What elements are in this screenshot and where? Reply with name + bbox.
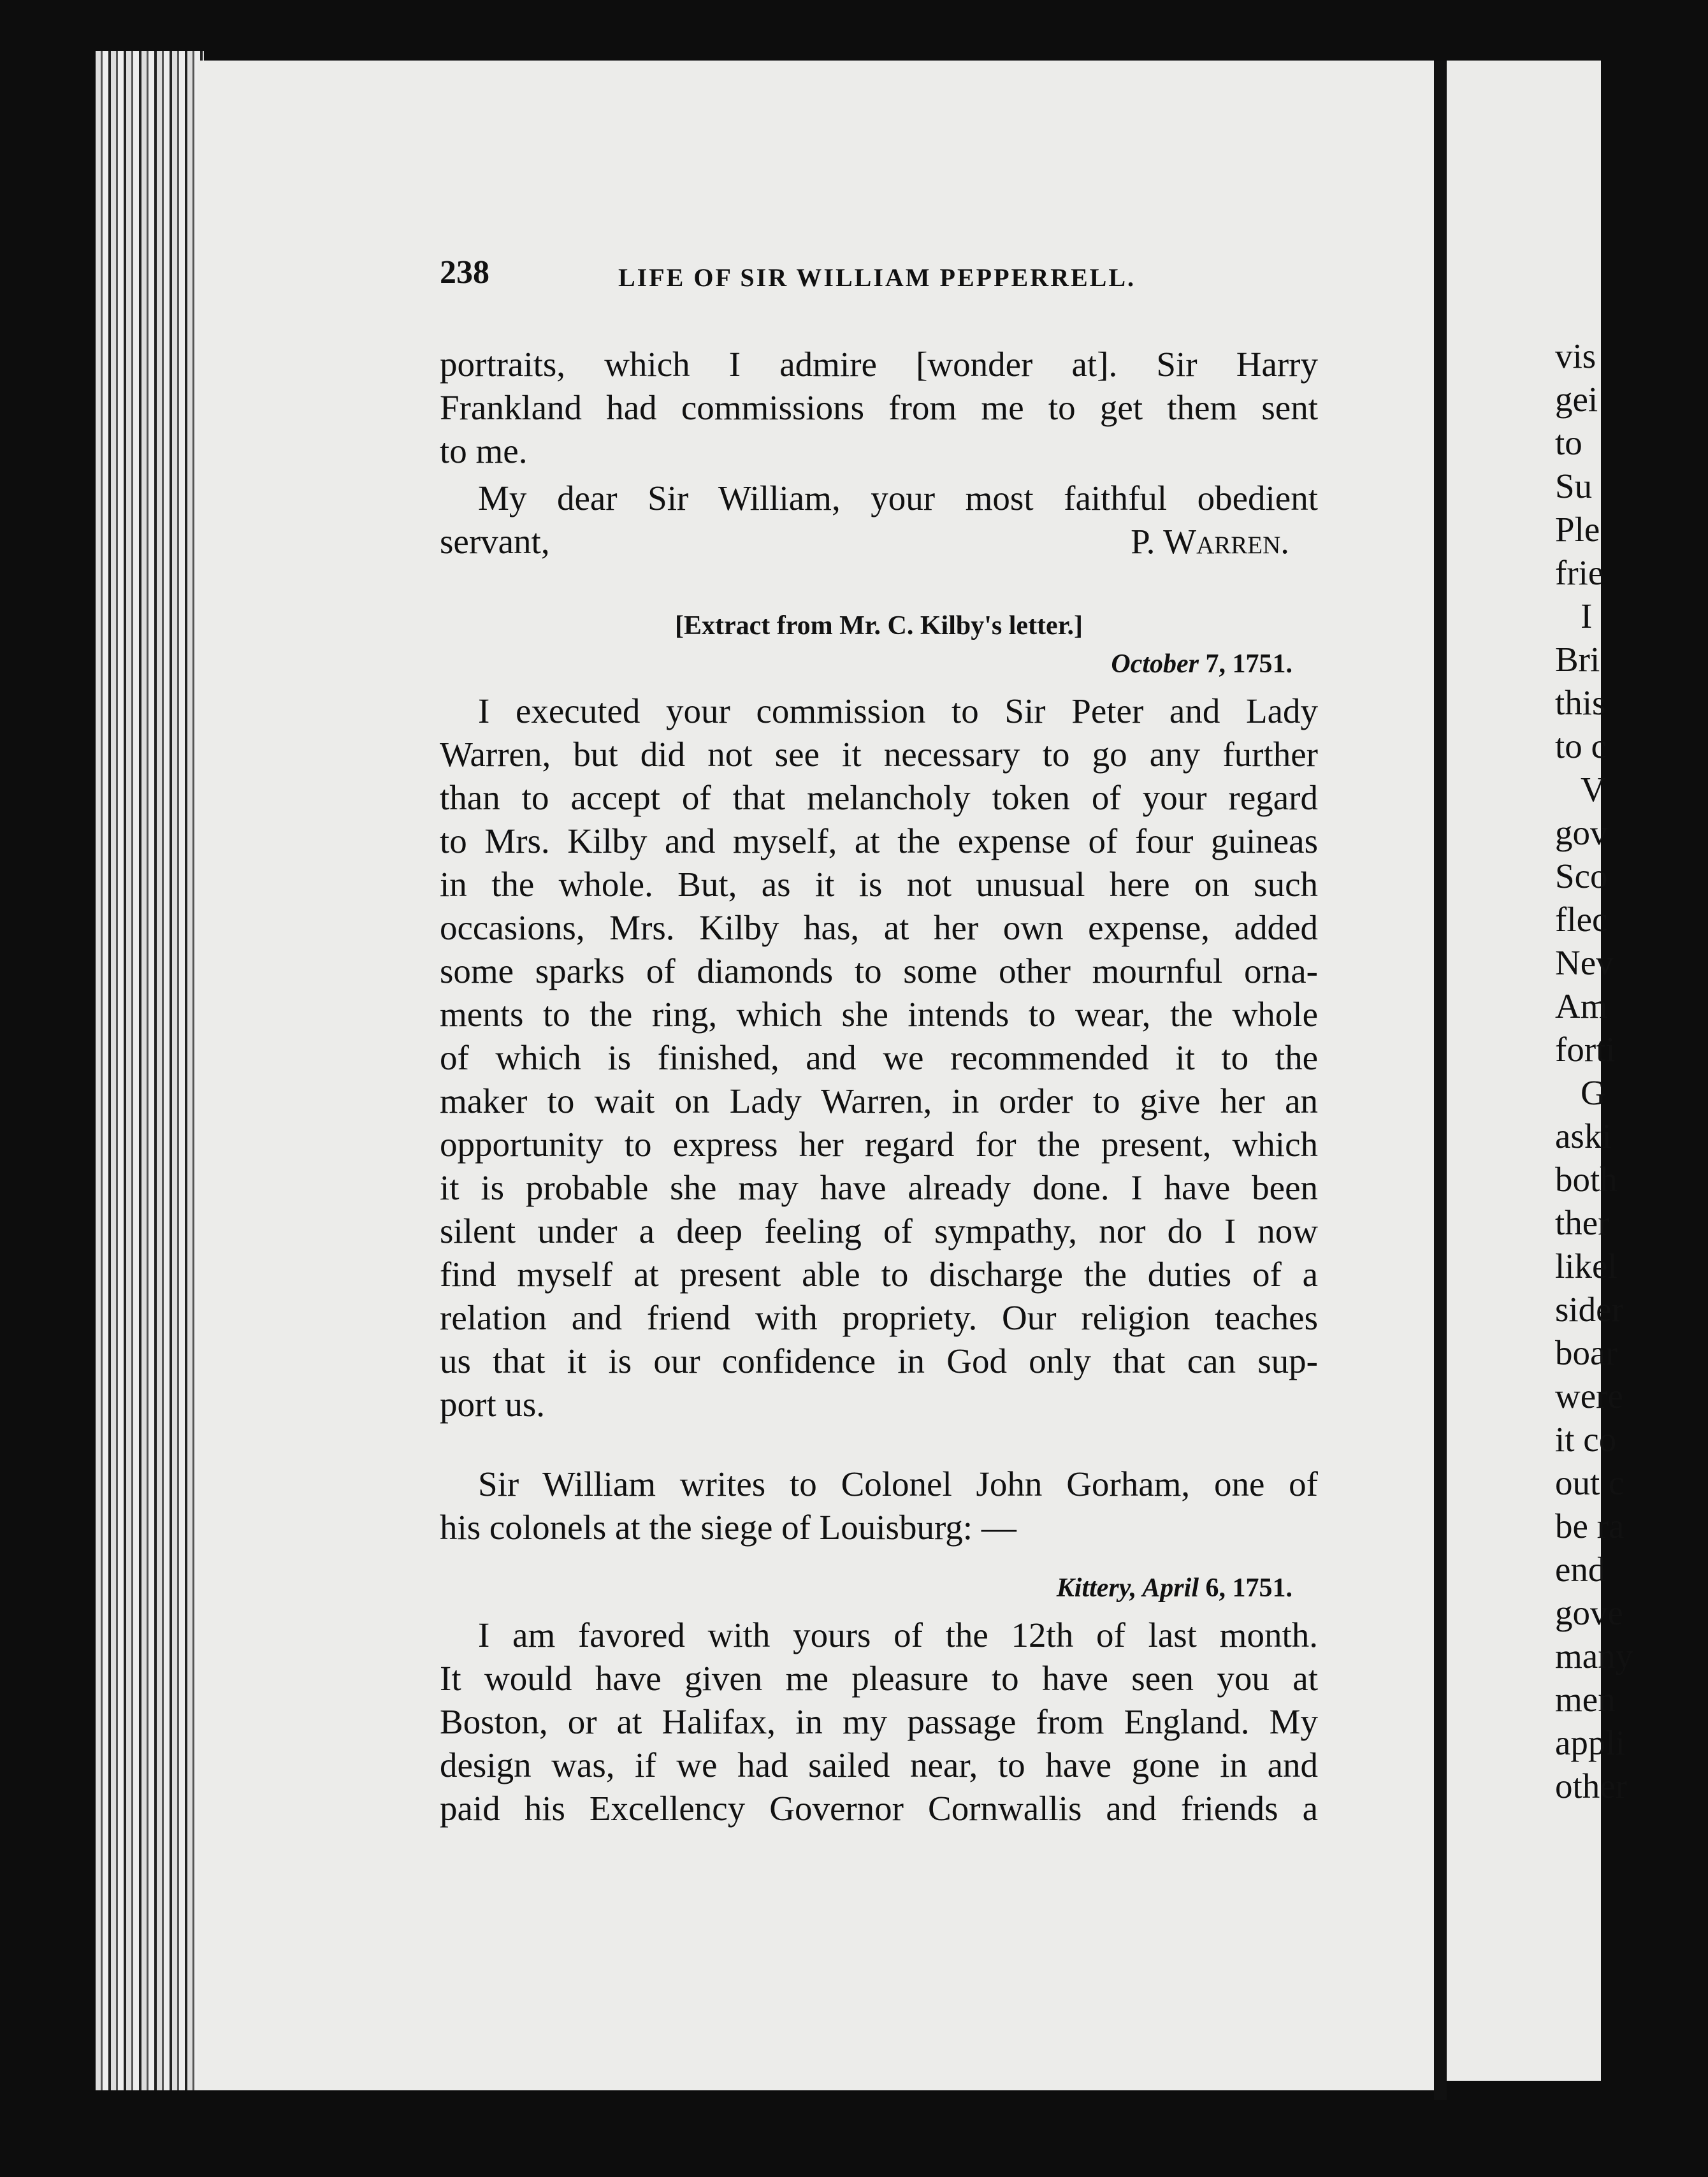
letter2-date-place: Kittery, April [1056,1573,1199,1603]
right-fragment: Ple [1555,510,1600,549]
text-line: I am favored with yours of the 12th of last month. [478,1616,1318,1654]
right-fragment: Nev [1555,943,1614,982]
text-line: ments to the ring, which she intends to wear, the whole [440,995,1318,1034]
right-fragment: both [1555,1160,1618,1199]
extract-date-rest: 7, 1751. [1199,649,1292,679]
text-line: relation and friend with propriety. Our religion teaches [440,1298,1318,1337]
letter2-date-rest: 6, 1751. [1199,1573,1292,1603]
right-fragment: gov [1555,813,1608,852]
running-title: LIFE OF SIR WILLIAM PEPPERRELL. [618,263,1136,292]
signature-line [440,520,1318,563]
text-line: silent under a deep feeling of sympathy, nor do I now [440,1211,1318,1250]
text-line: paid his Excellency Governor Cornwallis and friends a [440,1789,1318,1828]
right-fragment: ther [1555,1203,1610,1242]
text-line: of which is finished, and we recommended it to the [440,1038,1318,1077]
right-fragment: Sco [1555,857,1608,895]
right-page-text [1555,335,1708,1808]
right-fragment: many [1555,1637,1633,1675]
extract-heading: [Extract from Mr. C. Kilby's letter.] [675,611,1083,640]
letter2-body [440,1614,1318,1830]
book-page-edges [96,51,204,2090]
page-header [440,254,1319,292]
page-number: 238 [440,254,489,291]
right-fragment: Bri [1555,640,1600,679]
right-fragment: were [1555,1377,1623,1415]
right-fragment: other [1555,1767,1628,1805]
letter1-block [440,343,1318,563]
right-fragment: I [1581,597,1593,635]
right-fragment: appli [1555,1723,1625,1762]
right-fragment: it co [1555,1420,1617,1459]
text-line: find myself at present able to discharge the duties of a [440,1255,1318,1294]
text-line: occasions, Mrs. Kilby has, at her own expense, added [440,908,1318,947]
right-fragment: vis [1555,336,1596,375]
text-line: portraits, which I admire [wonder at]. Sir Harry [440,345,1318,384]
extract-heading-block [440,607,1318,683]
text-line: us that it is our confidence in God only that can sup- [440,1342,1318,1380]
text-line: in the whole. But, as it is not unusual here on such [440,865,1318,904]
text-line: maker to wait on Lady Warren, in order to give her an [440,1081,1318,1120]
right-fragment: forti [1555,1030,1616,1069]
book-spine [1434,61,1447,2100]
text-line: it is probable she may have already done. I have been [440,1168,1318,1207]
closing-line: My dear Sir William, your most faithful obedient [478,479,1318,517]
right-fragment: boar [1555,1333,1618,1372]
text-line: It would have given me pleasure to have seen you at [440,1659,1318,1698]
text-line: some sparks of diamonds to some other mournful orna- [440,951,1318,990]
right-fragment: to c [1555,727,1607,765]
right-fragment: aski [1555,1117,1612,1155]
right-fragment: flec [1555,900,1608,939]
right-fragment: out c [1555,1463,1625,1502]
letter2-date [440,1569,1292,1607]
closing-servant: servant, [440,522,550,561]
right-fragment: gei [1555,380,1598,419]
extract-date [440,645,1292,683]
text-line: than to accept of that melancholy token of your regard [440,778,1318,817]
right-fragment: Am [1555,987,1608,1025]
right-fragment: frie [1555,553,1604,592]
extract-body [440,690,1318,1426]
right-fragment: this [1555,683,1606,722]
letter2-block [440,1569,1318,1830]
right-fragment: V [1581,770,1606,809]
text-line: port us. [440,1385,545,1424]
text-line: opportunity to express her regard for the present, which [440,1125,1318,1164]
text-line: Warren, but did not see it necessary to go any further [440,735,1318,774]
text-line: Boston, or at Halifax, in my passage from England. My [440,1702,1318,1741]
text-line: to me. [440,431,528,470]
right-fragment: men [1555,1680,1616,1719]
narrative-block [440,1463,1318,1549]
right-fragment: Su [1555,466,1593,505]
signature: P. Warren. [1131,522,1289,561]
text-line: Sir William writes to Colonel John Gorham, one of [478,1465,1318,1503]
right-fragment: to [1555,423,1582,462]
text-line: Frankland had commissions from me to get them sent [440,388,1318,427]
right-fragment: end [1555,1550,1606,1589]
text-line: I executed your commission to Sir Peter and Lady [478,691,1318,730]
right-fragment: be ra [1555,1507,1625,1545]
right-fragment: G [1581,1073,1606,1112]
text-line: his colonels at the siege of Louisburg: — [440,1508,1017,1547]
right-fragment: gove [1555,1593,1623,1632]
right-fragment: sider [1555,1290,1623,1329]
extract-date-month: October [1111,649,1199,679]
text-line: to Mrs. Kilby and myself, at the expense of four guineas [440,821,1318,860]
text-line: design was, if we had sailed near, to have gone in and [440,1746,1318,1784]
right-fragment: likel [1555,1247,1618,1285]
